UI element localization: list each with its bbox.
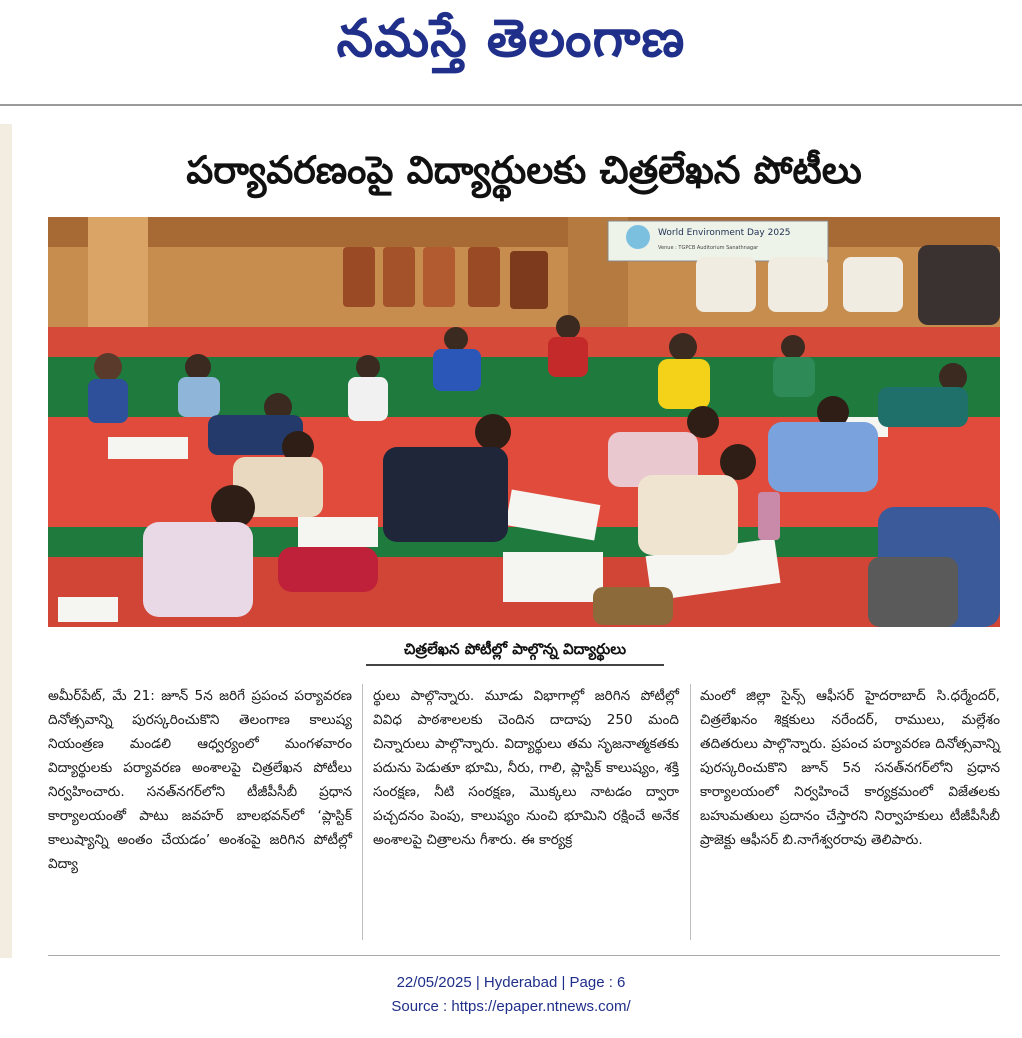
article-headline: పర్యావరణంపై విద్యార్థులకు చిత్రలేఖన పోటీలు — [186, 148, 862, 192]
article-column-3 — [700, 684, 1000, 852]
article-column-1 — [48, 684, 352, 876]
footer-date-line: 22/05/2025 | Hyderabad | Page : 6 — [396, 974, 626, 991]
photo-banner-subtitle: Venue : TGPCB Auditorium Sanathnagar — [658, 245, 759, 251]
article-text-2: ర్థులు పాల్గొన్నారు. మూడు విభాగాల్లో జరిగిన పోటీల్లో వివిధ పాఠశాలలకు చెందిన దాదాపు 250 మంది చిన్నారులు పాల్గొన్నారు. విద్యార్థులు తమ సృజనాత్మకతకు పదును పెడుతూ భూమి, నీరు, గాలి, ప్లాస్టిక్‌ కాలుష్యం, శక్తి సంరక్షణ, నీటి సంరక్షణ, మొక్కలు నాటడం ద్వారా పచ్చదనం పెంపు, కాలుష్యం నుంచి భూమిని రక్షించే అనేక అంశాలపై చిత్రాలను గీశారు. ఈ కార్యక్ర — [373, 688, 679, 848]
article-column-2 — [373, 684, 679, 852]
photo-banner-title: World Environment Day 2025 — [658, 228, 791, 238]
column-divider — [690, 684, 691, 940]
article-photo — [48, 217, 1000, 627]
column-divider — [362, 684, 363, 940]
footer-source-link[interactable]: Source : https://epaper.ntnews.com/ — [391, 998, 631, 1015]
article-text-1: అమీర్‌పేట్‌, మే 21: జూన్‌ 5న జరిగే ప్రపంచ పర్యావరణ దినోత్సవాన్ని పురస్కరించుకొని తెలంగాణ కాలుష్య నియంత్రణ మండలి ఆధ్వర్యంలో మంగళవారం విద్యార్థులకు పర్యావరణ అంశాలపై చిత్రలేఖన పోటీలు నిర్వహించారు. సనత్‌నగర్‌లోని టీజీపీసీబీ ప్రధాన కార్యాలయంతో పాటు జవహర్‌ బాలభవన్‌లో ‘ప్లాస్టిక్‌ కాలుష్యాన్ని అంతం చేయడం’ అంశంపై జరిగిన పోటీల్లో విద్యా — [48, 688, 352, 872]
masthead-divider — [0, 104, 1022, 106]
masthead — [0, 0, 1022, 104]
article-text-3: మంలో జిల్లా సైన్స్‌ ఆఫీసర్‌ హైదరాబాద్‌ సి.ధర్మేందర్‌, చిత్రలేఖనం శిక్షకులు నరేందర్‌, రాములు, మల్లేశం తదితరులు పాల్గొన్నారు. ప్రపంచ పర్యావరణ దినోత్సవాన్ని పురస్కరించుకొని జూన్‌ 5న సనత్‌నగర్‌లోని ప్రధాన కార్యాలయంలో నిర్వహించే కార్యక్రమంలో విజేతలకు బహుమతులు ప్రదానం చేస్తారని నిర్వాహకులు టీజీపీసీబీ ప్రాజెక్టు ఆఫీసర్‌ బి.నాగేశ్వరరావు తెలిపారు. — [700, 688, 1000, 848]
page-edge-strip — [0, 124, 12, 958]
newspaper-logo: నమస్తే తెలంగాణ — [336, 9, 686, 69]
photo-caption: చిత్రలేఖన పోటీల్లో పాల్గొన్న విద్యార్థులు — [366, 634, 664, 666]
footer-divider — [48, 955, 1000, 956]
